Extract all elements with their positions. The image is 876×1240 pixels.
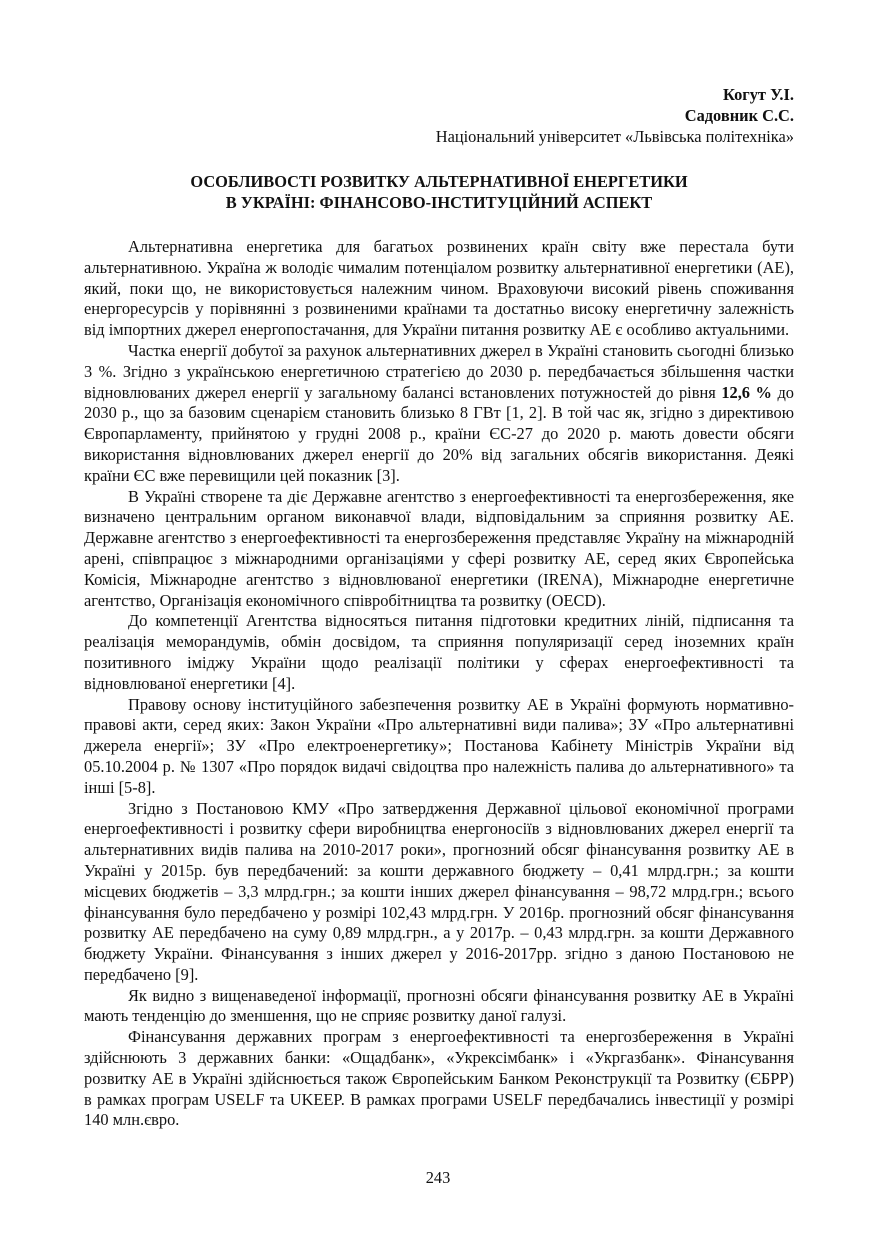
paragraph-2-text-after: до 2030 р., що за базовим сценарієм становить близько 8 ГВт [1, 2]. В той час як, згідно з директивою Європарламенту, прийнятою у грудні 2008 р., країни ЄС-27 до 2020 р. мають довести обсяги використання відновлюваних джерел енергії до 20% від загальних обсягів використання. Деякі країни ЄС вже перевищили цей показник [3]. xyxy=(84,382,794,485)
paragraph-2-text-before: Частка енергії добутої за рахунок альтернативних джерел в Україні становить сьогодні близько 3 %. Згідно з українською енергетичною стратегією до 2030 р. передбачається збільшення частки відновлюваних джерел енергії у загальному балансі встановлених потужностей до рівня xyxy=(84,340,794,402)
paragraph-4: До компетенції Агентства відносяться питання підготовки кредитних ліній, підписання та реалізація меморандумів, обмін досвідом, та сприяння популяризації серед іноземних країн позитивного іміджу України щодо реалізації політики у сферах енергоефективності та відновлюваної енергетики [4]. xyxy=(84,611,794,693)
author-name-2: Садовник С.С. xyxy=(684,106,794,125)
title-line-2: В УКРАЇНІ: ФІНАНСОВО-ІНСТИТУЦІЙНИЙ АСПЕКТ xyxy=(225,193,653,212)
article-title xyxy=(84,171,794,213)
paragraph-3: В Україні створене та діє Державне агентство з енергоефективності та енергозбереження, яке визначено центральним органом виконавчої влади, відповідальним за сприяння розвитку АЕ. Державне агентство з енергоефективності та енергозбереження представляє Україну на міжнародній арені, співпрацює з міжнародними організаціями у сфері розвитку АЕ, серед яких Європейська Комісія, Міжнародне агентство з відновлюваної енергетики (IRENA), Міжнародне енергетичне агентство, Організація економічного співробітництва та розвитку (OECD). xyxy=(84,486,794,610)
page-number: 243 xyxy=(425,1168,451,1187)
author-block xyxy=(84,84,794,147)
paragraph-2 xyxy=(84,341,794,487)
author-name-1: Когут У.І. xyxy=(723,85,794,104)
paragraph-7: Як видно з вищенаведеної інформації, прогнозні обсяги фінансування розвитку АЕ в Україні мають тенденцію до зменшення, що не сприяє розвитку даної галузі. xyxy=(84,985,794,1026)
affiliation: Національний університет «Львівська політехніка» xyxy=(435,127,794,146)
paragraph-2-bold-value: 12,6 % xyxy=(721,382,772,402)
paragraph-1: Альтернативна енергетика для багатьох розвинених країн світу вже перестала бути альтернативною. Україна ж володіє чималим потенціалом розвитку альтернативної енергетики (АЕ), який, поки що, не використовується належним чином. Враховуючи високий рівень споживання енергоресурсів у порівнянні з розвиненими країнами та достатньо високу енергетичну залежність від імпортних джерел енергопостачання, для України питання розвитку АЕ є особливо актуальними. xyxy=(84,237,794,340)
title-line-1: ОСОБЛИВОСТІ РОЗВИТКУ АЛЬТЕРНАТИВНОЇ ЕНЕРГЕТИКИ xyxy=(190,172,688,191)
paragraph-6: Згідно з Постановою КМУ «Про затвердження Державної цільової економічної програми енергоефективності і розвитку сфери виробництва енергоносіїв з відновлюваних джерел енергії та альтернативних видів палива на 2010-2017 роки», прогнозний обсяг фінансування розвитку АЕ в Україні у 2015р. був передбачений: за кошти державного бюджету – 0,41 млрд.грн.; за кошти місцевих бюджетів – 3,3 млрд.грн.; за кошти інших джерел фінансування – 98,72 млрд.грн.; всього фінансування було передбачено у розмірі 102,43 млрд.грн. У 2016р. прогнозний обсяг фінансування розвитку АЕ передбачено на суму 0,89 млрд.грн., а у 2017р. – 0,43 млрд.грн. за кошти Державного бюджету України. Фінансування з інших джерел у 2016-2017рр. згідно з даною Постановою не передбачено [9]. xyxy=(84,798,794,984)
paragraph-5: Правову основу інституційного забезпечення розвитку АЕ в Україні формують нормативно-правові акти, серед яких: Закон України «Про альтернативні види палива»; ЗУ «Про альтернативні джерела енергії»; ЗУ «Про електроенергетику»; Постанова Кабінету Міністрів України від 05.10.2004 р. № 1307 «Про порядок видачі свідоцтва про належність палива до альтернативного» та інші [5-8]. xyxy=(84,694,794,797)
article-body xyxy=(84,237,794,1131)
paragraph-8: Фінансування державних програм з енергоефективності та енергозбереження в Україні здійснюють 3 державних банки: «Ощадбанк», «Укрексімбанк» і «Укргазбанк». Фінансування розвитку АЕ в Україні здійснюється також Європейським Банком Реконструкції та Розвитку (ЄБРР) в рамках програм USELF та UKEEP. В рамках програми USELF передбачались інвестиції у розмірі 140 млн.євро. xyxy=(84,1027,794,1130)
document-page xyxy=(84,84,794,1131)
